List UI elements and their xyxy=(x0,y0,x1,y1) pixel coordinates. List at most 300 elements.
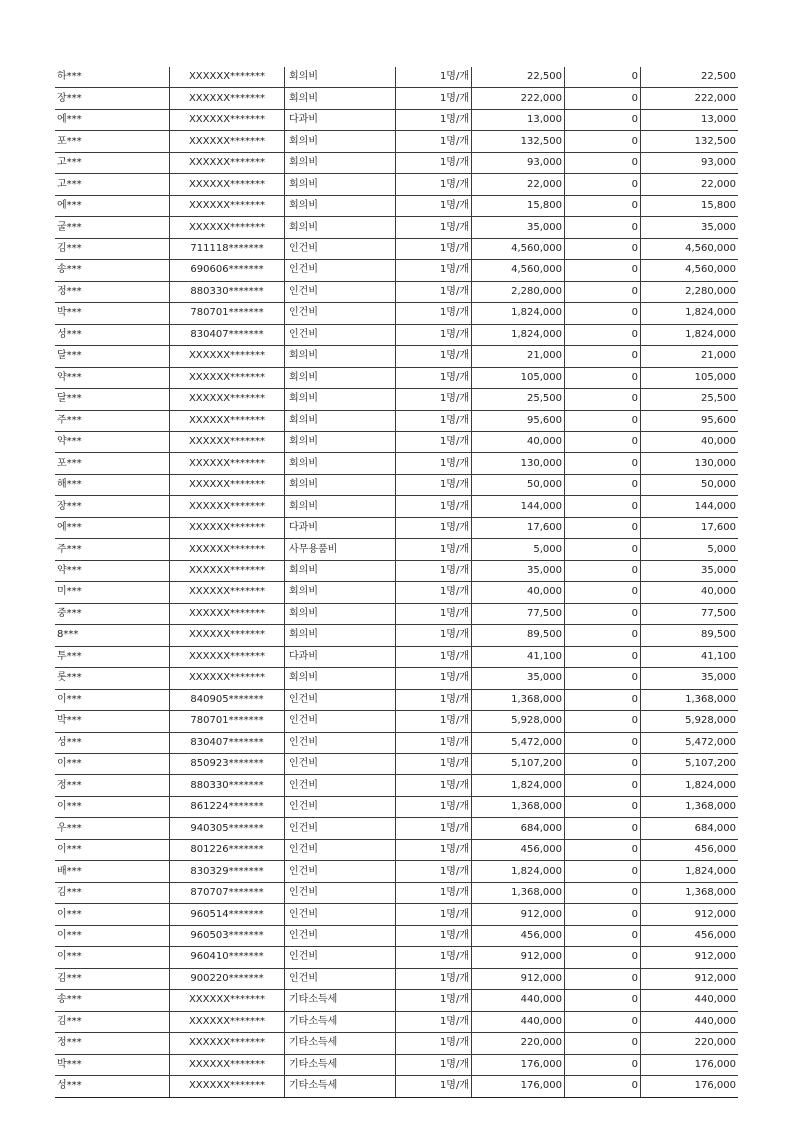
tax-cell: 0 xyxy=(565,453,641,474)
unit-cell: 1명/개 xyxy=(396,990,472,1011)
masked-id: XXXXXX******* xyxy=(170,88,285,109)
payee-name: 이*** xyxy=(55,689,170,710)
table-row xyxy=(55,1033,738,1054)
expense-category: 기타소득세 xyxy=(285,1011,396,1032)
table-row xyxy=(55,646,738,667)
total-cell: 1,824,000 xyxy=(641,861,739,882)
tax-cell: 0 xyxy=(565,174,641,195)
expense-category: 인건비 xyxy=(285,754,396,775)
expense-category: 인건비 xyxy=(285,947,396,968)
tax-cell: 0 xyxy=(565,839,641,860)
total-cell: 1,368,000 xyxy=(641,689,739,710)
tax-cell: 0 xyxy=(565,625,641,646)
amount-cell: 21,000 xyxy=(472,346,565,367)
expense-category: 회의비 xyxy=(285,496,396,517)
unit-cell: 1명/개 xyxy=(396,260,472,281)
masked-id: 960410******* xyxy=(170,947,285,968)
expense-category: 회의비 xyxy=(285,625,396,646)
expense-category: 인건비 xyxy=(285,796,396,817)
payee-name: 롯*** xyxy=(55,668,170,689)
tax-cell: 0 xyxy=(565,109,641,130)
total-cell: 41,100 xyxy=(641,646,739,667)
unit-cell: 1명/개 xyxy=(396,1033,472,1054)
tax-cell: 0 xyxy=(565,818,641,839)
masked-id: 880330******* xyxy=(170,775,285,796)
total-cell: 144,000 xyxy=(641,496,739,517)
tax-cell: 0 xyxy=(565,67,641,88)
payee-name: 배*** xyxy=(55,861,170,882)
tax-cell: 0 xyxy=(565,324,641,345)
tax-cell: 0 xyxy=(565,603,641,624)
total-cell: 35,000 xyxy=(641,217,739,238)
masked-id: XXXXXX******* xyxy=(170,453,285,474)
amount-cell: 40,000 xyxy=(472,582,565,603)
masked-id: 880330******* xyxy=(170,281,285,302)
tax-cell: 0 xyxy=(565,711,641,732)
payee-name: 박*** xyxy=(55,303,170,324)
table-row xyxy=(55,474,738,495)
payee-name: 에*** xyxy=(55,517,170,538)
amount-cell: 22,000 xyxy=(472,174,565,195)
tax-cell: 0 xyxy=(565,474,641,495)
tax-cell: 0 xyxy=(565,303,641,324)
tax-cell: 0 xyxy=(565,539,641,560)
payee-name: 약*** xyxy=(55,367,170,388)
payee-name: 이*** xyxy=(55,796,170,817)
total-cell: 22,500 xyxy=(641,67,739,88)
tax-cell: 0 xyxy=(565,410,641,431)
masked-id: 830407******* xyxy=(170,324,285,345)
unit-cell: 1명/개 xyxy=(396,882,472,903)
payee-name: 해*** xyxy=(55,474,170,495)
amount-cell: 35,000 xyxy=(472,560,565,581)
expense-category: 회의비 xyxy=(285,389,396,410)
table-row xyxy=(55,582,738,603)
table-row xyxy=(55,174,738,195)
payee-name: 송*** xyxy=(55,260,170,281)
table-row xyxy=(55,625,738,646)
expense-category: 회의비 xyxy=(285,131,396,152)
expense-category: 회의비 xyxy=(285,88,396,109)
total-cell: 440,000 xyxy=(641,990,739,1011)
amount-cell: 4,560,000 xyxy=(472,238,565,259)
expense-category: 인건비 xyxy=(285,324,396,345)
total-cell: 5,107,200 xyxy=(641,754,739,775)
tax-cell: 0 xyxy=(565,431,641,452)
unit-cell: 1명/개 xyxy=(396,947,472,968)
total-cell: 132,500 xyxy=(641,131,739,152)
masked-id: XXXXXX******* xyxy=(170,152,285,173)
tax-cell: 0 xyxy=(565,560,641,581)
table-row xyxy=(55,109,738,130)
unit-cell: 1명/개 xyxy=(396,217,472,238)
masked-id: XXXXXX******* xyxy=(170,109,285,130)
unit-cell: 1명/개 xyxy=(396,1076,472,1097)
tax-cell: 0 xyxy=(565,88,641,109)
amount-cell: 5,107,200 xyxy=(472,754,565,775)
payee-name: 포*** xyxy=(55,453,170,474)
table-row xyxy=(55,1076,738,1097)
amount-cell: 456,000 xyxy=(472,925,565,946)
unit-cell: 1명/개 xyxy=(396,474,472,495)
payee-name: 투*** xyxy=(55,646,170,667)
payee-name: 이*** xyxy=(55,947,170,968)
total-cell: 912,000 xyxy=(641,968,739,989)
payee-name: 정*** xyxy=(55,1033,170,1054)
table-row xyxy=(55,968,738,989)
unit-cell: 1명/개 xyxy=(396,152,472,173)
unit-cell: 1명/개 xyxy=(396,818,472,839)
tax-cell: 0 xyxy=(565,496,641,517)
amount-cell: 15,800 xyxy=(472,195,565,216)
amount-cell: 1,368,000 xyxy=(472,796,565,817)
payee-name: 우*** xyxy=(55,818,170,839)
expense-category: 인건비 xyxy=(285,818,396,839)
masked-id: 960514******* xyxy=(170,904,285,925)
unit-cell: 1명/개 xyxy=(396,625,472,646)
amount-cell: 40,000 xyxy=(472,431,565,452)
total-cell: 15,800 xyxy=(641,195,739,216)
payee-name: 정*** xyxy=(55,775,170,796)
payee-name: 약*** xyxy=(55,431,170,452)
unit-cell: 1명/개 xyxy=(396,303,472,324)
table-row xyxy=(55,367,738,388)
table-row xyxy=(55,1054,738,1075)
payee-name: 포*** xyxy=(55,131,170,152)
expense-category: 회의비 xyxy=(285,346,396,367)
amount-cell: 105,000 xyxy=(472,367,565,388)
total-cell: 5,472,000 xyxy=(641,732,739,753)
table-row xyxy=(55,324,738,345)
masked-id: XXXXXX******* xyxy=(170,496,285,517)
table-row xyxy=(55,818,738,839)
masked-id: XXXXXX******* xyxy=(170,1054,285,1075)
amount-cell: 5,928,000 xyxy=(472,711,565,732)
payee-name: 이*** xyxy=(55,839,170,860)
payee-name: 약*** xyxy=(55,560,170,581)
unit-cell: 1명/개 xyxy=(396,431,472,452)
unit-cell: 1명/개 xyxy=(396,668,472,689)
expense-category: 인건비 xyxy=(285,882,396,903)
payee-name: 에*** xyxy=(55,109,170,130)
tax-cell: 0 xyxy=(565,646,641,667)
total-cell: 456,000 xyxy=(641,839,739,860)
unit-cell: 1명/개 xyxy=(396,410,472,431)
masked-id: XXXXXX******* xyxy=(170,389,285,410)
amount-cell: 1,824,000 xyxy=(472,324,565,345)
total-cell: 1,824,000 xyxy=(641,775,739,796)
expense-category: 다과비 xyxy=(285,517,396,538)
amount-cell: 912,000 xyxy=(472,947,565,968)
unit-cell: 1명/개 xyxy=(396,238,472,259)
masked-id: XXXXXX******* xyxy=(170,367,285,388)
unit-cell: 1명/개 xyxy=(396,109,472,130)
masked-id: 850923******* xyxy=(170,754,285,775)
amount-cell: 144,000 xyxy=(472,496,565,517)
tax-cell: 0 xyxy=(565,517,641,538)
masked-id: XXXXXX******* xyxy=(170,603,285,624)
unit-cell: 1명/개 xyxy=(396,539,472,560)
amount-cell: 41,100 xyxy=(472,646,565,667)
amount-cell: 17,600 xyxy=(472,517,565,538)
tax-cell: 0 xyxy=(565,389,641,410)
payee-name: 이*** xyxy=(55,925,170,946)
tax-cell: 0 xyxy=(565,152,641,173)
expense-category: 회의비 xyxy=(285,453,396,474)
amount-cell: 1,824,000 xyxy=(472,861,565,882)
payee-name: 성*** xyxy=(55,324,170,345)
expense-category: 회의비 xyxy=(285,560,396,581)
expense-category: 인건비 xyxy=(285,861,396,882)
tax-cell: 0 xyxy=(565,968,641,989)
amount-cell: 93,000 xyxy=(472,152,565,173)
amount-cell: 1,368,000 xyxy=(472,882,565,903)
unit-cell: 1명/개 xyxy=(396,711,472,732)
total-cell: 1,368,000 xyxy=(641,882,739,903)
amount-cell: 22,500 xyxy=(472,67,565,88)
payee-name: 하*** xyxy=(55,67,170,88)
tax-cell: 0 xyxy=(565,754,641,775)
tax-cell: 0 xyxy=(565,775,641,796)
payee-name: 성*** xyxy=(55,732,170,753)
total-cell: 21,000 xyxy=(641,346,739,367)
masked-id: 870707******* xyxy=(170,882,285,903)
amount-cell: 456,000 xyxy=(472,839,565,860)
table-row xyxy=(55,861,738,882)
unit-cell: 1명/개 xyxy=(396,67,472,88)
masked-id: 940305******* xyxy=(170,818,285,839)
unit-cell: 1명/개 xyxy=(396,1011,472,1032)
unit-cell: 1명/개 xyxy=(396,389,472,410)
masked-id: XXXXXX******* xyxy=(170,560,285,581)
masked-id: XXXXXX******* xyxy=(170,67,285,88)
total-cell: 130,000 xyxy=(641,453,739,474)
table-row xyxy=(55,217,738,238)
amount-cell: 1,824,000 xyxy=(472,303,565,324)
expense-category: 인건비 xyxy=(285,732,396,753)
unit-cell: 1명/개 xyxy=(396,839,472,860)
table-row xyxy=(55,67,738,88)
payee-name: 정*** xyxy=(55,281,170,302)
expense-category: 사무용품비 xyxy=(285,539,396,560)
table-row xyxy=(55,925,738,946)
masked-id: XXXXXX******* xyxy=(170,582,285,603)
expense-category: 회의비 xyxy=(285,431,396,452)
masked-id: XXXXXX******* xyxy=(170,646,285,667)
total-cell: 440,000 xyxy=(641,1011,739,1032)
total-cell: 1,368,000 xyxy=(641,796,739,817)
unit-cell: 1명/개 xyxy=(396,861,472,882)
expense-category: 인건비 xyxy=(285,260,396,281)
table-row xyxy=(55,195,738,216)
table-row xyxy=(55,152,738,173)
masked-id: XXXXXX******* xyxy=(170,539,285,560)
total-cell: 176,000 xyxy=(641,1054,739,1075)
amount-cell: 222,000 xyxy=(472,88,565,109)
expense-category: 회의비 xyxy=(285,668,396,689)
table-row xyxy=(55,560,738,581)
total-cell: 4,560,000 xyxy=(641,260,739,281)
payee-name: 박*** xyxy=(55,1054,170,1075)
expense-category: 회의비 xyxy=(285,67,396,88)
amount-cell: 95,600 xyxy=(472,410,565,431)
masked-id: 780701******* xyxy=(170,303,285,324)
amount-cell: 50,000 xyxy=(472,474,565,495)
payee-name: 이*** xyxy=(55,904,170,925)
expense-category: 회의비 xyxy=(285,367,396,388)
expense-category: 인건비 xyxy=(285,904,396,925)
unit-cell: 1명/개 xyxy=(396,603,472,624)
tax-cell: 0 xyxy=(565,260,641,281)
masked-id: XXXXXX******* xyxy=(170,668,285,689)
expense-category: 기타소득세 xyxy=(285,990,396,1011)
table-row xyxy=(55,539,738,560)
amount-cell: 35,000 xyxy=(472,668,565,689)
payee-name: 김*** xyxy=(55,968,170,989)
table-row xyxy=(55,990,738,1011)
tax-cell: 0 xyxy=(565,238,641,259)
expense-category: 인건비 xyxy=(285,711,396,732)
amount-cell: 4,560,000 xyxy=(472,260,565,281)
tax-cell: 0 xyxy=(565,281,641,302)
unit-cell: 1명/개 xyxy=(396,453,472,474)
expense-category: 회의비 xyxy=(285,582,396,603)
amount-cell: 440,000 xyxy=(472,990,565,1011)
payee-name: 중*** xyxy=(55,603,170,624)
unit-cell: 1명/개 xyxy=(396,496,472,517)
total-cell: 93,000 xyxy=(641,152,739,173)
unit-cell: 1명/개 xyxy=(396,925,472,946)
table-row xyxy=(55,496,738,517)
expense-table-body xyxy=(55,67,738,1097)
masked-id: XXXXXX******* xyxy=(170,195,285,216)
payee-name: 달*** xyxy=(55,389,170,410)
table-row xyxy=(55,303,738,324)
masked-id: 900220******* xyxy=(170,968,285,989)
payee-name: 김*** xyxy=(55,882,170,903)
unit-cell: 1명/개 xyxy=(396,281,472,302)
amount-cell: 5,472,000 xyxy=(472,732,565,753)
table-row xyxy=(55,389,738,410)
total-cell: 77,500 xyxy=(641,603,739,624)
amount-cell: 1,824,000 xyxy=(472,775,565,796)
unit-cell: 1명/개 xyxy=(396,796,472,817)
total-cell: 912,000 xyxy=(641,904,739,925)
amount-cell: 35,000 xyxy=(472,217,565,238)
tax-cell: 0 xyxy=(565,1076,641,1097)
expense-category: 회의비 xyxy=(285,195,396,216)
payee-name: 굴*** xyxy=(55,217,170,238)
amount-cell: 176,000 xyxy=(472,1076,565,1097)
masked-id: XXXXXX******* xyxy=(170,517,285,538)
tax-cell: 0 xyxy=(565,947,641,968)
tax-cell: 0 xyxy=(565,1033,641,1054)
masked-id: XXXXXX******* xyxy=(170,990,285,1011)
payee-name: 장*** xyxy=(55,496,170,517)
tax-cell: 0 xyxy=(565,131,641,152)
payee-name: 8*** xyxy=(55,625,170,646)
payee-name: 고*** xyxy=(55,174,170,195)
payee-name: 이*** xyxy=(55,754,170,775)
payee-name: 김*** xyxy=(55,238,170,259)
total-cell: 17,600 xyxy=(641,517,739,538)
masked-id: 830329******* xyxy=(170,861,285,882)
amount-cell: 130,000 xyxy=(472,453,565,474)
total-cell: 5,928,000 xyxy=(641,711,739,732)
masked-id: 801226******* xyxy=(170,839,285,860)
total-cell: 22,000 xyxy=(641,174,739,195)
masked-id: 840905******* xyxy=(170,689,285,710)
unit-cell: 1명/개 xyxy=(396,131,472,152)
masked-id: XXXXXX******* xyxy=(170,410,285,431)
amount-cell: 176,000 xyxy=(472,1054,565,1075)
unit-cell: 1명/개 xyxy=(396,346,472,367)
masked-id: 861224******* xyxy=(170,796,285,817)
unit-cell: 1명/개 xyxy=(396,560,472,581)
table-row xyxy=(55,1011,738,1032)
masked-id: 690606******* xyxy=(170,260,285,281)
masked-id: 960503******* xyxy=(170,925,285,946)
expense-table xyxy=(55,67,738,1098)
masked-id: XXXXXX******* xyxy=(170,174,285,195)
masked-id: XXXXXX******* xyxy=(170,1033,285,1054)
amount-cell: 132,500 xyxy=(472,131,565,152)
unit-cell: 1명/개 xyxy=(396,367,472,388)
masked-id: XXXXXX******* xyxy=(170,1076,285,1097)
table-row xyxy=(55,754,738,775)
payee-name: 달*** xyxy=(55,346,170,367)
table-row xyxy=(55,711,738,732)
total-cell: 35,000 xyxy=(641,668,739,689)
expense-category: 기타소득세 xyxy=(285,1076,396,1097)
table-row xyxy=(55,839,738,860)
total-cell: 40,000 xyxy=(641,582,739,603)
payee-name: 미*** xyxy=(55,582,170,603)
masked-id: XXXXXX******* xyxy=(170,346,285,367)
amount-cell: 5,000 xyxy=(472,539,565,560)
table-row xyxy=(55,775,738,796)
unit-cell: 1명/개 xyxy=(396,195,472,216)
masked-id: 711118******* xyxy=(170,238,285,259)
unit-cell: 1명/개 xyxy=(396,689,472,710)
masked-id: XXXXXX******* xyxy=(170,217,285,238)
unit-cell: 1명/개 xyxy=(396,517,472,538)
masked-id: XXXXXX******* xyxy=(170,474,285,495)
table-row xyxy=(55,603,738,624)
payee-name: 주*** xyxy=(55,539,170,560)
amount-cell: 220,000 xyxy=(472,1033,565,1054)
expense-category: 인건비 xyxy=(285,925,396,946)
tax-cell: 0 xyxy=(565,195,641,216)
payee-name: 에*** xyxy=(55,195,170,216)
expense-category: 회의비 xyxy=(285,410,396,431)
tax-cell: 0 xyxy=(565,732,641,753)
unit-cell: 1명/개 xyxy=(396,754,472,775)
total-cell: 222,000 xyxy=(641,88,739,109)
tax-cell: 0 xyxy=(565,861,641,882)
expense-category: 기타소득세 xyxy=(285,1054,396,1075)
amount-cell: 77,500 xyxy=(472,603,565,624)
table-row xyxy=(55,238,738,259)
amount-cell: 440,000 xyxy=(472,1011,565,1032)
total-cell: 912,000 xyxy=(641,947,739,968)
tax-cell: 0 xyxy=(565,1054,641,1075)
tax-cell: 0 xyxy=(565,346,641,367)
expense-category: 인건비 xyxy=(285,775,396,796)
amount-cell: 684,000 xyxy=(472,818,565,839)
unit-cell: 1명/개 xyxy=(396,732,472,753)
total-cell: 13,000 xyxy=(641,109,739,130)
